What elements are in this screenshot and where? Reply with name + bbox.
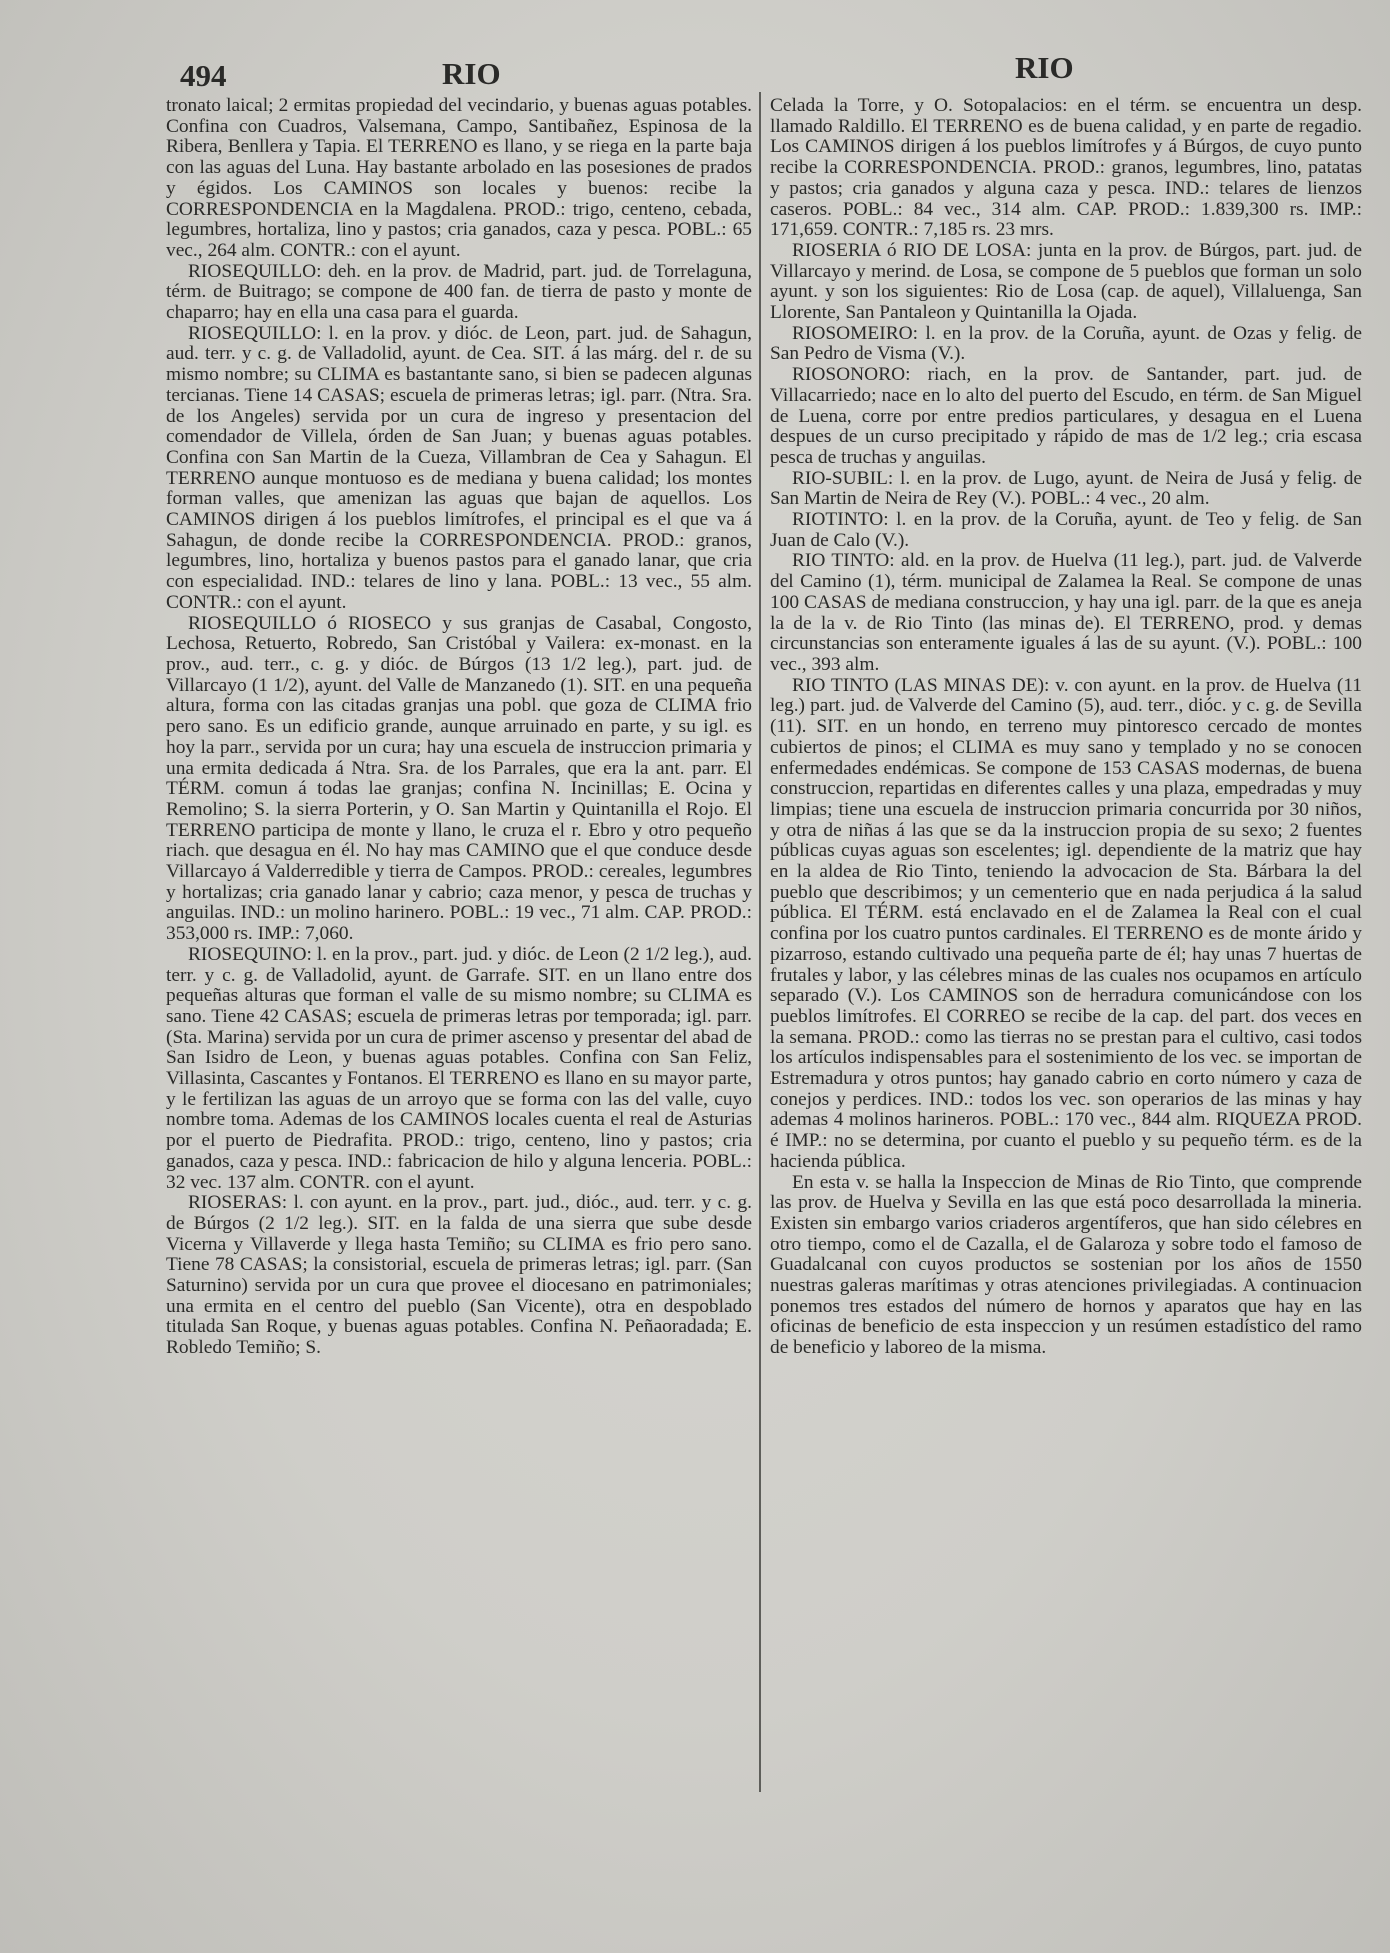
entry-rio-tinto-ald: RIO TINTO: ald. en la prov. de Huelva (11 leg.), part. jud. de Valverde del Camino (1), térm. municipal de Zalamea la Real. Se compone de unas 100 CASAS de mediana construccion, y hay una igl. parr. de la que es aneja la de la v. de Rio Tinto (las minas de). El TERRENO, prod. y demas circunstancias son enteramente iguales á las de su ayunt. (V.). POBL.: 100 vec., 393 alm. [770,550,1362,675]
entry-rio-subil: RIO-SUBIL: l. en la prov. de Lugo, ayunt. de Neira de Jusá y felig. de San Martin de Neira de Rey (V.). POBL.: 4 vec., 20 alm. [770,467,1362,510]
entry-riosequillo-madrid: RIOSEQUILLO: deh. en la prov. de Madrid, part. jud. de Torrelaguna, térm. de Buitrago; se compone de 400 fan. de tierra de pasto y monte de chaparro; hay en ella una casa para el guarda. [166,260,752,324]
entry-riosequillo-burgos: RIOSEQUILLO ó RIOSECO y sus granjas de Casabal, Congosto, Lechosa, Retuerto, Robredo, San Cristóbal y Vailera: ex-monast. en la prov., aud. terr., c. g. y dióc. de Búrgos (13 1/2 leg.), part. jud. de Villarcayo (1 1/2), ayunt. del Valle de Manzanedo (1). SIT. en una pequeña altura, forma con las citadas granjas una pobl. que goza de CLIMA frio pero sano. Es un edificio grande, aunque arruinado en parte, y su igl. es hoy la parr., servida por un cura; hay una escuela de instruccion primaria y una ermita dedicada á Ntra. Sra. de los Parrales, que era la ant. parr. El TÉRM. comun á todas lae granjas; confina N. Incinillas; E. Ocina y Remolino; S. la sierra Porterin, y O. San Martin y Quintanilla el Rojo. El TERRENO participa de monte y llano, le cruza el r. Ebro y otro pequeño riach. que desagua en él. No hay mas CAMINO que el que conduce desde Villarcayo á Valderredible y tierra de Campos. PROD.: cereales, legumbres y hortalizas; cria ganado lanar y cabrio; caza menor, y pesca de truchas y anguilas. IND.: un molino harinero. POBL.: 19 vec., 71 alm. CAP. PROD.: 353,000 rs. IMP.: 7,060. [166,612,752,945]
right-column [770,96,1362,1359]
entry-riosomeiro: RIOSOMEIRO: l. en la prov. de la Coruña, ayunt. de Ozas y felig. de San Pedro de Visma (V.). [770,322,1362,365]
entry-paragraph: tronato laical; 2 ermitas propiedad del vecindario, y buenas aguas potables. Confina con Cuadros, Valsemana, Campo, Santibañez, Espinosa de la Ribera, Benllera y Tapia. El TERRENO es llano, y se riega en la parte baja con las aguas del Luna. Hay bastante arbolado en las posesiones de prados y égidos. Los CAMINOS son locales y buenos: recibe la CORRESPONDENCIA en la Magdalena. PROD.: trigo, centeno, cebada, legumbres, hortaliza, lino y pastos; cria ganados, caza y pesca. POBL.: 65 vec., 264 alm. CONTR.: con el ayunt. [166,95,752,261]
page-number: 494 [180,58,227,93]
entry-inspeccion-minas: En esta v. se halla la Inspeccion de Minas de Rio Tinto, que comprende las prov. de Huelva y Sevilla en las que está poco desarrollada la mineria. Existen sin embargo varios criaderos argentíferos, que han sido célebres en otro tiempo, como el de Cazalla, el de Galaroza y sobre todo el famoso de Guadalcanal con cuyos productos se sostenian por los años de 1550 nuestras galeras marítimas y otras atenciones privilegiadas. A continuacion ponemos tres estados del número de hornos y aparatos que hay en las oficinas de beneficio de esta inspeccion y un resúmen estadístico del ramo de beneficio y laboreo de la misma. [770,1171,1362,1359]
entry-riosequino: RIOSEQUINO: l. en la prov., part. jud. y dióc. de Leon (2 1/2 leg.), aud. terr. y c. g. de Valladolid, ayunt. de Garrafe. SIT. en un llano entre dos pequeñas alturas que forman el valle de su mismo nombre; su CLIMA es sano. Tiene 42 CASAS; escuela de primeras letras por temporada; igl. parr. (Sta. Marina) servida por un cura de primer ascenso y presentar del abad de San Isidro de Leon, y buenas aguas potables. Confina con San Feliz, Villasinta, Cascantes y Fontanos. El TERRENO es llano en su mayor parte, y le fertilizan las aguas de un arroyo que se forma con las del valle, cuyo nombre toma. Ademas de los CAMINOS locales cuenta el real de Asturias por el puerto de Piedrafita. PROD.: trigo, centeno, lino y pastos; cria ganados, caza y pesca. IND.: fabricacion de hilo y alguna lenceria. POBL.: 32 vec. 137 alm. CONTR. con el ayunt. [166,943,752,1193]
entry-rioseria: RIOSERIA ó RIO DE LOSA: junta en la prov. de Búrgos, part. jud. de Villarcayo y merind. de Losa, se compone de 5 pueblos que forman un solo ayunt. y son los siguientes: Rio de Losa (cap. de aquel), Villaluenga, San Llorente, San Pantaleon y Quintanilla la Ojada. [770,239,1362,324]
entry-paragraph: Celada la Torre, y O. Sotopalacios: en el térm. se encuentra un desp. llamado Raldillo. El TERRENO es de buena calidad, y en parte de regadio. Los CAMINOS dirigen á los pueblos limítrofes y á Búrgos, de cuyo punto recibe la CORRESPONDENCIA. PROD.: granos, legumbres, lino, patatas y pastos; cria ganados y alguna caza y pesca. IND.: telares de lienzos caseros. POBL.: 84 vec., 314 alm. CAP. PROD.: 1.839,300 rs. IMP.: 171,659. CONTR.: 7,185 rs. 23 mrs. [770,95,1362,241]
left-column [166,96,752,1359]
entry-rioseras: RIOSERAS: l. con ayunt. en la prov., part. jud., dióc., aud. terr. y c. g. de Búrgos (2 1/2 leg.). SIT. en la falda de una sierra que sube desde Vicerna y Villaverde y llega hasta Temiño; su CLIMA es frio pero sano. Tiene 78 CASAS; la consistorial, escuela de primeras letras; igl. parr. (San Saturnino) servida por un cura que provee el diocesano en patrimoniales; una ermita en el centro del pueblo (San Vicente), otra en despoblado titulada San Roque, y buenas aguas potables. Confina N. Peñaoradada; E. Robledo Temiño; S. [166,1192,752,1359]
entry-riotinto-coruna: RIOTINTO: l. en la prov. de la Coruña, ayunt. de Teo y felig. de San Juan de Calo (V.). [770,509,1362,551]
running-head-left: RIO [442,56,501,91]
entry-riosonoro: RIOSONORO: riach, en la prov. de Santander, part. jud. de Villacarriedo; nace en lo alto del puerto del Escudo, en térm. de San Miguel de Luena, corre por entre predios particulares, y desagua en el Luena despues de un curso precipitado y rápido de mas de 1/2 leg.; cria escasa pesca de truchas y anguilas. [770,364,1362,468]
running-head-right: RIO [1015,50,1074,85]
column-divider [759,92,761,1792]
entry-riosequillo-leon: RIOSEQUILLO: l. en la prov. y dióc. de Leon, part. jud. de Sahagun, aud. terr. y c. g. de Valladolid, ayunt. de Cea. SIT. á las márg. del r. de su mismo nombre; su CLIMA es bastantante sano, si bien se padecen algunas tercianas. Tiene 14 CASAS; escuela de primeras letras; igl. parr. (Ntra. Sra. de los Angeles) servida por un cura de ingreso y presentacion del comendador de Villela, órden de San Juan; y buenas aguas potables. Confina con San Martin de la Cueza, Villambran de Cea y Sahagun. El TERRENO aunque montuoso es de mediana y buena calidad; los montes forman valles, que amenizan las aguas que bajan de aquellos. Los CAMINOS dirigen á los pueblos limítrofes, el principal es el que va á Sahagun, de donde recibe la CORRESPONDENCIA. PROD.: granos, legumbres, lino, hortaliza y buenos pastos para el ganado lanar, que cria con especialidad. IND.: telares de lino y lana. POBL.: 13 vec., 55 alm. CONTR.: con el ayunt. [166,322,752,613]
entry-rio-tinto-minas: RIO TINTO (LAS MINAS DE): v. con ayunt. en la prov. de Huelva (11 leg.) part. jud. de Valverde del Camino (5), aud. terr., dióc. y c. g. de Sevilla (11). SIT. en un hondo, en terreno muy pintoresco cercado de montes cubiertos de pinos; el CLIMA es muy sano y templado y no se conocen enfermedades endémicas. Se compone de 153 CASAS modernas, de buena construccion, repartidas en diferentes calles y una plaza, empedradas y muy limpias; tiene una escuela de instruccion primaria concurrida por 30 niños, y otra de niñas á las que se da la instruccion propia de su sexo; 2 fuentes públicas cuyas aguas son escelentes; igl. dependiente de la matriz que hay en la aldea de Rio Tinto, teniendo la advocacion de Sta. Bárbara la del pueblo que describimos; y un cementerio que en nada perjudica á la salud pública. El TÉRM. está enclavado en el de Zalamea la Real con el cual confina por los cuatro puntos cardinales. El TERRENO es de monte árido y pizarroso, estando cultivado una pequeña parte de él; hay unas 7 huertas de frutales y labor, y las célebres minas de las cuales nos ocupamos en artículo separado (V.). Los CAMINOS son de herradura comunicándose con los pueblos limítrofes. El CORREO se recibe de la cap. del part. dos veces en la semana. PROD.: como las tierras no se prestan para el cultivo, casi todos los artículos indispensables para el sostenimiento de los vec. se importan de Estremadura y otros puntos; hay ganado cabrio en corto número y caza de conejos y perdices. IND.: todos los vec. son operarios de las minas y hay ademas 4 molinos harineros. POBL.: 170 vec., 844 alm. RIQUEZA PROD. é IMP.: no se determina, por cuanto el pueblo y su pequeño térm. es de la hacienda pública. [770,674,1362,1172]
